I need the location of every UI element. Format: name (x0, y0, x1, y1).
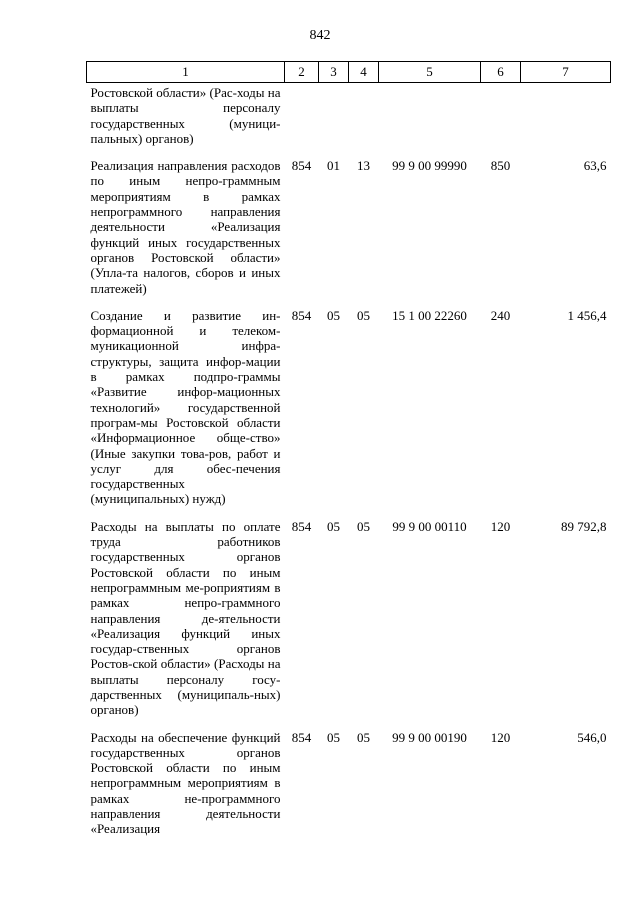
cell-ministry-code: 854 (291, 158, 312, 174)
cell-expense-type (481, 83, 521, 147)
cell-amount: 63,6 (583, 158, 607, 174)
row-description: Расходы на обеспечение функций государственных органов Ростовской области по иным непрограммным мероприятиям в рамках не-программного направления деятельности «Реализация (90, 729, 281, 837)
cell-subsection: 05 (357, 729, 370, 745)
budget-table (86, 61, 611, 837)
column-header: 5 (379, 62, 481, 83)
cell-target-article: 15 1 00 22260 (392, 307, 467, 323)
cell-ministry-code: 854 (291, 307, 312, 323)
cell-subsection: 05 (357, 518, 370, 534)
column-header: 3 (319, 62, 349, 83)
page-number: 842 (309, 28, 331, 43)
cell-expense-type: 120 (490, 518, 511, 534)
cell-subsection (349, 83, 379, 147)
cell-target-article: 99 9 00 00110 (392, 518, 467, 534)
cell-expense-type: 850 (490, 158, 511, 174)
cell-amount: 89 792,8 (561, 518, 607, 534)
cell-expense-type: 120 (490, 729, 511, 745)
table-header-row (87, 62, 611, 83)
cell-subsection: 13 (357, 158, 370, 174)
row-description: Создание и развитие ин-формационной и телеком-муникационной инфра-структуры, защита инфор-мации в рамках подпро-граммы «Развитие инфор-мационных технологий» государственной програм-мы Ростовской области «Информационное обще-ство» (Иные закупки това-ров, работ и услуг для обес-печения государственных (муниципальных) нужд) (90, 307, 281, 507)
cell-target-article (379, 83, 481, 147)
table-row (87, 306, 611, 507)
cell-section (319, 83, 349, 147)
cell-amount: 1 456,4 (567, 307, 607, 323)
column-header: 6 (481, 62, 521, 83)
cell-expense-type: 240 (490, 307, 511, 323)
cell-ministry-code: 854 (291, 518, 312, 534)
column-header: 4 (349, 62, 379, 83)
column-header: 7 (521, 62, 611, 83)
column-header: 1 (87, 62, 285, 83)
column-header: 2 (285, 62, 319, 83)
cell-subsection: 05 (357, 307, 370, 323)
cell-section: 05 (327, 307, 340, 323)
cell-amount (521, 83, 611, 147)
cell-target-article: 99 9 00 99990 (392, 158, 467, 174)
cell-target-article: 99 9 00 00190 (392, 729, 467, 745)
table-row (87, 728, 611, 837)
row-description: Реализация направления расходов по иным непро-граммным мероприятиям в рамках непрограммного направления деятельности «Реализация функций иных государственных органов Ростовской области» (Упла-та налогов, сборов и иных платежей) (90, 158, 281, 296)
row-description: Расходы на выплаты по оплате труда работников государственных органов Ростовской области по иным непрограммным ме-роприятиям в рамках непро-граммного направления де-ятельности «Реализация функций иных государ-ственных органов Ростов-ской области» (Расходы на выплаты персоналу госу-дарственных (муниципаль-ных) органов) (90, 518, 281, 718)
cell-section: 05 (327, 729, 340, 745)
cell-amount: 546,0 (577, 729, 607, 745)
cell-ministry-code (285, 83, 319, 147)
cell-section: 01 (327, 158, 340, 174)
table-row (87, 83, 611, 147)
table-row (87, 156, 611, 296)
row-description: Ростовской области» (Рас-ходы на выплаты персоналу государственных (муници-пальных) органов) (90, 85, 281, 146)
cell-ministry-code: 854 (291, 729, 312, 745)
cell-section: 05 (327, 518, 340, 534)
table-row (87, 517, 611, 718)
